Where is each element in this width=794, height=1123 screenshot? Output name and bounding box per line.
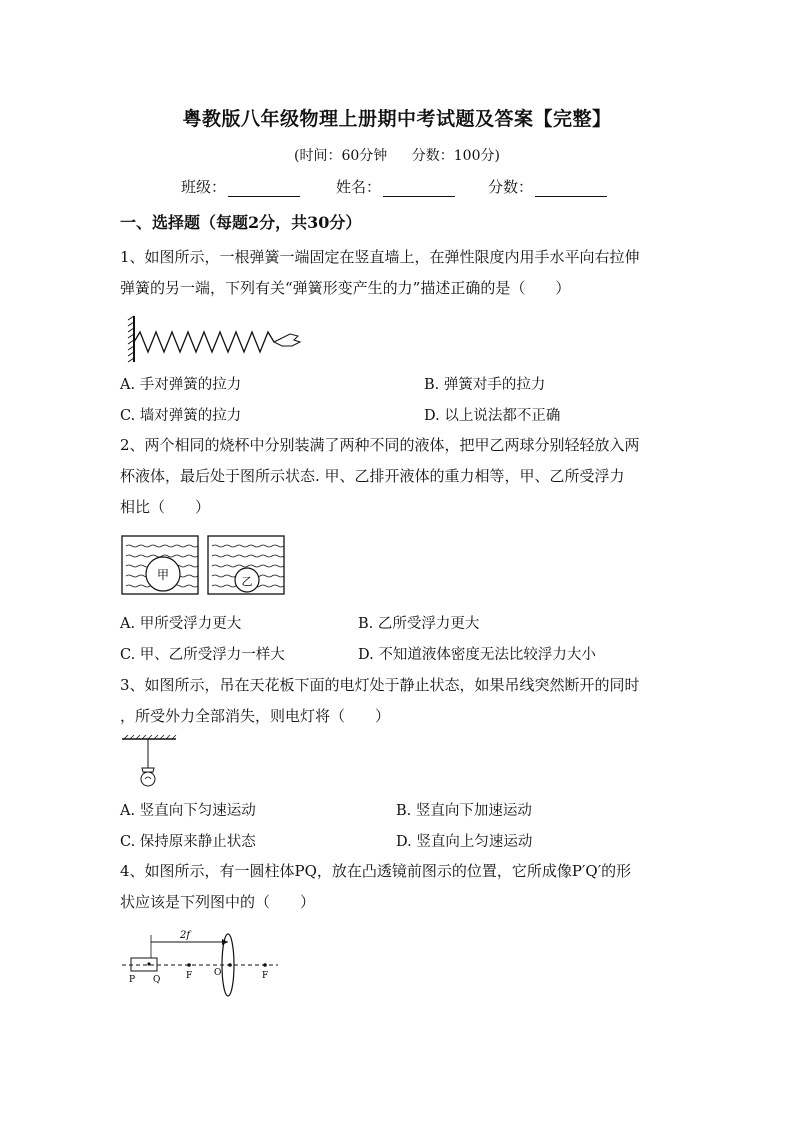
- question-2-line-3: 相比（ ）: [120, 498, 211, 516]
- label-p: P: [129, 975, 136, 985]
- name-field: [336, 176, 455, 197]
- label-f-left: F: [186, 971, 193, 981]
- exam-score: 分数：100分): [411, 148, 500, 164]
- name-blank[interactable]: [383, 182, 455, 197]
- q1-option-b[interactable]: B. 弹簧对手的拉力: [424, 377, 546, 393]
- bulb-icon: [141, 772, 155, 786]
- question-4: [120, 856, 680, 918]
- class-label: 班级：: [181, 178, 227, 196]
- label-o: O: [214, 968, 222, 978]
- exam-meta: [0, 145, 794, 165]
- question-2-line-1: 2、两个相同的烧杯中分别装满了两种不同的液体，把甲乙两球分别轻轻放入两: [120, 436, 640, 454]
- lamp-cap-icon: [142, 768, 154, 772]
- q1-option-c[interactable]: C. 墙对弹簧的拉力: [120, 408, 242, 424]
- lens-figure: [120, 922, 290, 998]
- q2-option-c[interactable]: C. 甲、乙所受浮力一样大: [120, 647, 285, 663]
- label-q: Q: [153, 975, 161, 985]
- page-title: 粤教版八年级物理上册期中考试题及答案【完整】: [182, 108, 612, 130]
- question-1: [120, 242, 680, 304]
- lamp-figure: [120, 734, 180, 790]
- question-1-line-2: 弹簧的另一端，下列有关“弹簧形变产生的力”描述正确的是（ ）: [120, 279, 571, 297]
- question-2: [120, 430, 680, 523]
- q2-option-b[interactable]: B. 乙所受浮力更大: [358, 616, 480, 632]
- beaker-a: [122, 536, 198, 594]
- beaker-b: [208, 536, 284, 594]
- section-title: 一、选择题（每题2分，共30分）: [120, 213, 362, 232]
- ball-b-label: 乙: [241, 575, 253, 588]
- q3-option-c[interactable]: C. 保持原来静止状态: [120, 834, 256, 850]
- class-field: [181, 176, 300, 197]
- q2-option-d[interactable]: D. 不知道液体密度无法比较浮力大小: [358, 647, 596, 663]
- q3-option-d[interactable]: D. 竖直向上匀速运动: [396, 834, 533, 850]
- beakers-figure: [120, 534, 290, 596]
- question-4-line-2: 状应该是下列图中的（ ）: [120, 893, 316, 911]
- question-1-line-1: 1、如图所示，一根弹簧一端固定在竖直墙上，在弹性限度内用手水平向右拉伸: [120, 248, 640, 266]
- q1-option-a[interactable]: A. 手对弹簧的拉力: [120, 377, 242, 393]
- exam-time: (时间：60分钟: [294, 148, 388, 164]
- question-3: [120, 670, 680, 732]
- spring-figure: [124, 314, 304, 364]
- question-3-line-1: 3、如图所示，吊在天花板下面的电灯处于静止状态，如果吊线突然断开的同时: [120, 676, 640, 694]
- label-f-right: F: [262, 971, 269, 981]
- class-blank[interactable]: [228, 182, 300, 197]
- score-field: [488, 176, 607, 197]
- question-2-line-2: 杯液体，最后处于图所示状态. 甲、乙排开液体的重力相等，甲、乙所受浮力: [120, 467, 625, 485]
- name-label: 姓名：: [336, 178, 382, 196]
- q2-option-a[interactable]: A. 甲所受浮力更大: [120, 616, 242, 632]
- label-2f: 2f: [180, 930, 191, 941]
- question-3-line-2: ，所受外力全部消失，则电灯将（ ）: [120, 707, 391, 725]
- q3-option-b[interactable]: B. 竖直向下加速运动: [396, 803, 532, 819]
- hand-icon: [274, 334, 300, 346]
- score-blank[interactable]: [535, 182, 607, 197]
- ball-a-label: 甲: [156, 568, 170, 582]
- q3-option-a[interactable]: A. 竖直向下匀速运动: [120, 803, 256, 819]
- question-4-line-1: 4、如图所示，有一圆柱体PQ，放在凸透镜前图示的位置，它所成像P′Q′的形: [120, 862, 632, 880]
- score-label: 分数：: [488, 178, 534, 196]
- q1-option-d[interactable]: D. 以上说法都不正确: [424, 408, 561, 424]
